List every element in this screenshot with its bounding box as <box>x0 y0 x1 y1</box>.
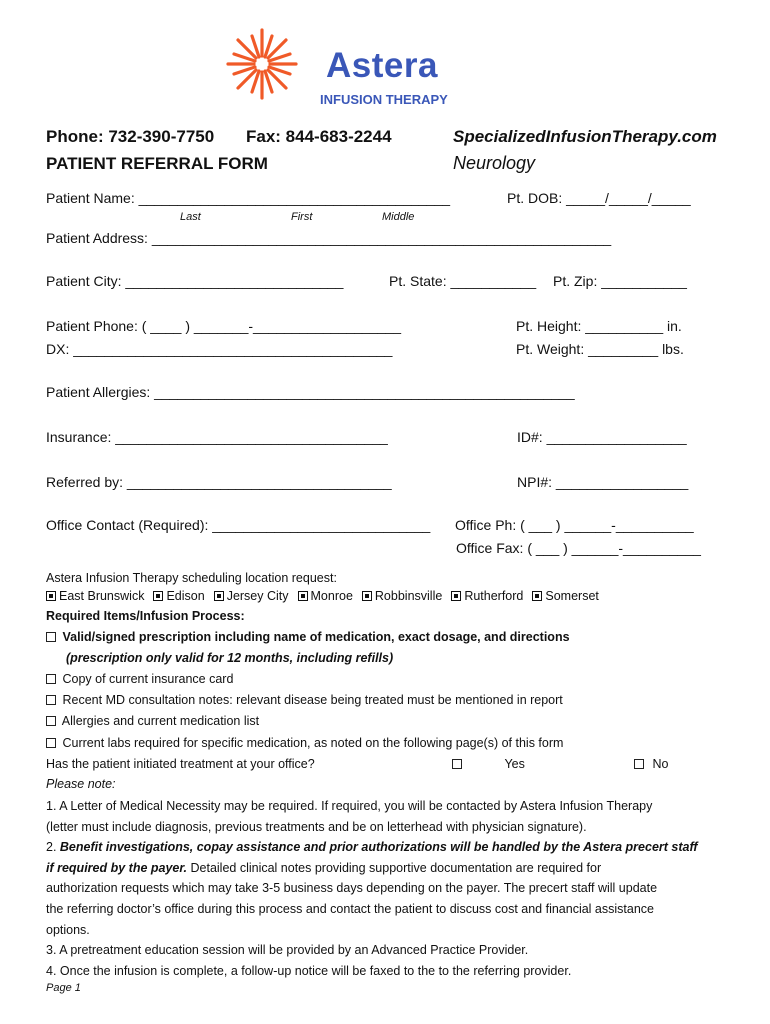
checkbox-icon[interactable] <box>532 591 542 601</box>
note-3: 3. A pretreatment education session will be provided by an Advanced Practice Provider. <box>46 943 529 958</box>
note-2-line5: options. <box>46 922 90 937</box>
id-field[interactable]: ID#: __________________ <box>517 429 687 445</box>
weight-field[interactable]: Pt. Weight: _________ lbs. <box>516 341 684 357</box>
checkbox-icon[interactable] <box>46 716 56 726</box>
office-ph-field[interactable]: Office Ph: ( ___ ) ______-__________ <box>455 517 694 533</box>
checkbox-icon[interactable] <box>451 591 461 601</box>
city-field[interactable]: Patient City: ____________________________ <box>46 273 344 289</box>
specialty: Neurology <box>453 153 536 173</box>
note-2-cont: if required by the payer. Detailed clinical notes providing supportive documentation are required for <box>46 860 602 875</box>
allergies-field[interactable]: Patient Allergies: ______________________________________________________ <box>46 384 575 400</box>
checkbox-icon[interactable] <box>298 591 308 601</box>
notes-body <box>46 796 746 981</box>
phone-field[interactable]: Patient Phone: ( ____ ) _______-___________________ <box>46 318 401 334</box>
name-first-label: First <box>291 211 313 223</box>
name-middle-label: Middle <box>382 211 415 223</box>
logo-brand: Astera <box>326 46 438 85</box>
sunburst-icon <box>224 26 300 102</box>
checkbox-icon[interactable] <box>46 591 56 601</box>
note-2: 2. Benefit investigations, copay assistance and prior authorizations will be handled by the Astera precert staff <box>46 840 698 855</box>
dob-field[interactable]: Pt. DOB: _____/_____/_____ <box>507 190 691 206</box>
office-fax-field[interactable]: Office Fax: ( ___ ) ______-__________ <box>456 540 701 556</box>
location-options <box>46 589 608 603</box>
treatment-question: Has the patient initiated treatment at your office? <box>46 757 315 771</box>
insurance-field[interactable]: Insurance: ___________________________________ <box>46 429 388 445</box>
answer-yes[interactable]: Yes <box>452 757 525 771</box>
required-heading: Required Items/Infusion Process: <box>46 609 245 623</box>
required-item-2[interactable]: Copy of current insurance card <box>46 672 233 686</box>
checkbox-icon[interactable] <box>46 632 56 642</box>
location-option-robbinsville[interactable]: Robbinsville <box>362 589 442 603</box>
location-option-east-brunswick[interactable]: East Brunswick <box>46 589 144 603</box>
notes-heading: Please note: <box>46 777 116 791</box>
note-2-line4: the referring doctor’s office during this process and contact the patient to discuss cost and financial assistance <box>46 901 654 916</box>
checkbox-icon[interactable] <box>46 738 56 748</box>
zip-field[interactable]: Pt. Zip: ___________ <box>553 273 687 289</box>
note-1-cont: (letter must include diagnosis, previous treatments and be on letterhead with physician signature). <box>46 819 587 834</box>
checkbox-icon[interactable] <box>46 674 56 684</box>
required-item-4[interactable]: Allergies and current medication list <box>46 714 259 728</box>
page-number: Page 1 <box>46 982 81 994</box>
required-item-1-note: (prescription only valid for 12 months, including refills) <box>66 651 394 665</box>
office-contact-field[interactable]: Office Contact (Required): ____________________________ <box>46 517 431 533</box>
checkbox-icon[interactable] <box>214 591 224 601</box>
required-item-1[interactable]: Valid/signed prescription including name of medication, exact dosage, and directions <box>46 630 570 644</box>
location-label: Astera Infusion Therapy scheduling location request: <box>46 571 337 585</box>
header-website[interactable]: SpecializedInfusionTherapy.com <box>453 127 717 146</box>
checkbox-icon[interactable] <box>46 695 56 705</box>
note-2-line3: authorization requests which may take 3-5 business days depending on the payer. The precert staff will update <box>46 881 658 896</box>
checkbox-icon[interactable] <box>634 759 644 769</box>
location-option-jersey-city[interactable]: Jersey City <box>214 589 289 603</box>
location-option-rutherford[interactable]: Rutherford <box>451 589 523 603</box>
dx-field[interactable]: DX: _________________________________________ <box>46 341 393 357</box>
note-1: 1. A Letter of Medical Necessity may be required. If required, you will be contacted by Astera Infusion Therapy <box>46 799 653 813</box>
note-4: 4. Once the infusion is complete, a follow-up notice will be faxed to the to the referring provider. <box>46 963 572 978</box>
required-item-5[interactable]: Current labs required for specific medication, as noted on the following page(s) of this form <box>46 736 563 750</box>
form-title: PATIENT REFERRAL FORM <box>46 154 268 173</box>
checkbox-icon[interactable] <box>153 591 163 601</box>
referred-by-field[interactable]: Referred by: __________________________________ <box>46 474 392 490</box>
npi-field[interactable]: NPI#: _________________ <box>517 474 689 490</box>
location-option-monroe[interactable]: Monroe <box>298 589 353 603</box>
location-option-edison[interactable]: Edison <box>153 589 204 603</box>
checkbox-icon[interactable] <box>362 591 372 601</box>
logo-tagline: INFUSION THERAPY <box>320 92 448 107</box>
answer-no[interactable]: No <box>634 757 668 771</box>
header-fax: Fax: 844-683-2244 <box>246 127 392 146</box>
required-item-3[interactable]: Recent MD consultation notes: relevant disease being treated must be mentioned in report <box>46 693 563 707</box>
patient-name-field[interactable]: Patient Name: ________________________________________ <box>46 190 451 206</box>
checkbox-icon[interactable] <box>452 759 462 769</box>
address-field[interactable]: Patient Address: ___________________________________________________________ <box>46 230 612 246</box>
name-last-label: Last <box>180 211 201 223</box>
height-field[interactable]: Pt. Height: __________ in. <box>516 318 682 334</box>
location-option-somerset[interactable]: Somerset <box>532 589 599 603</box>
state-field[interactable]: Pt. State: ___________ <box>389 273 537 289</box>
header-phone: Phone: 732-390-7750 <box>46 127 215 146</box>
